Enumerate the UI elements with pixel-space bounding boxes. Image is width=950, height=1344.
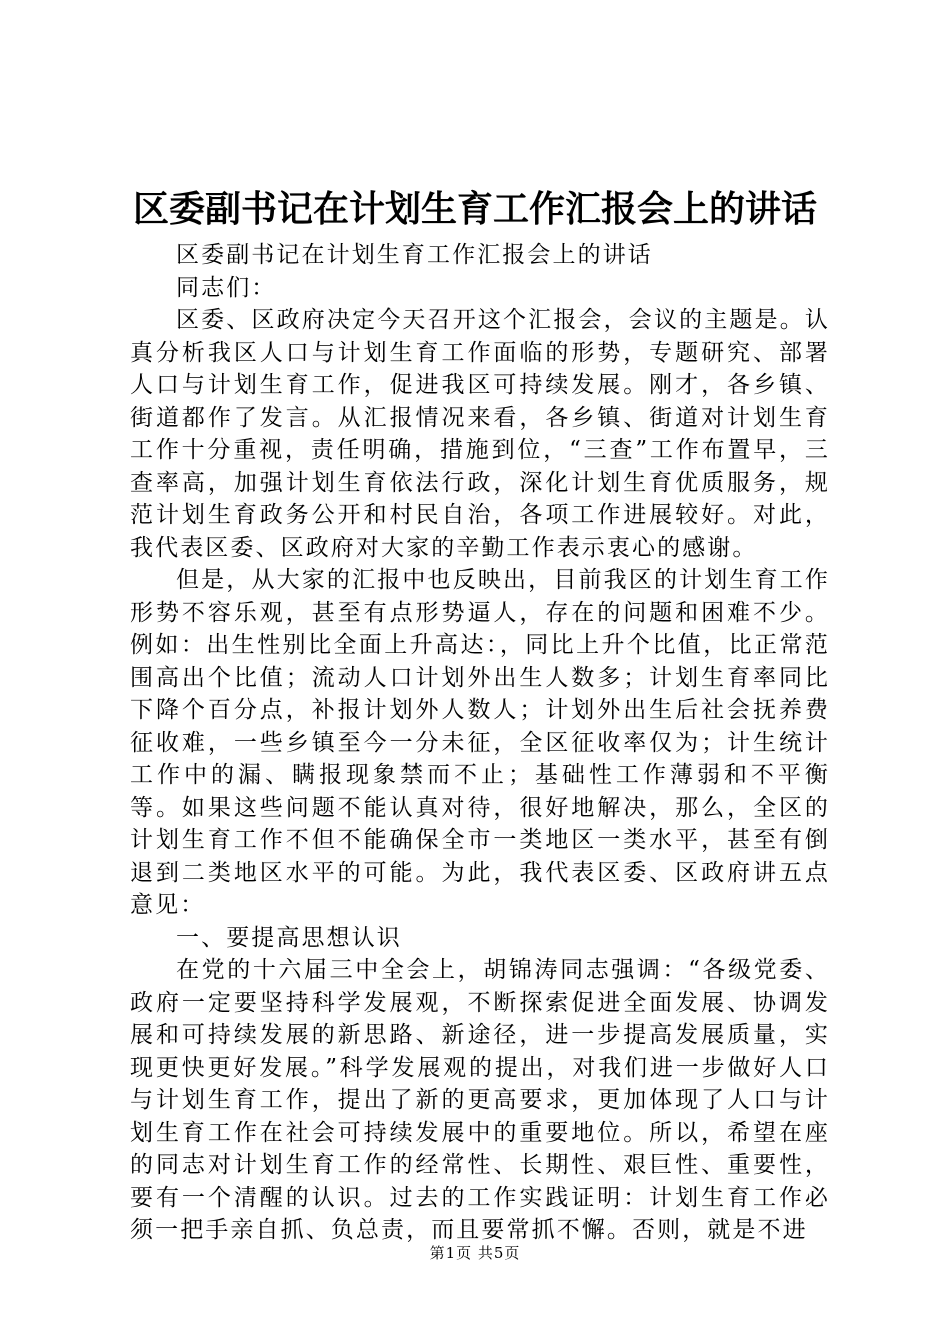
body-paragraph: 但是，从大家的汇报中也反映出，目前我区的计划生育工作形势不容乐观，甚至有点形势逼人，存在的问题和困难不少。例如：出生性别比全面上升高达：，同比上升个比值，比正常范围高出个比值；流动人口计划外出生人数多；计划生育率同比下降个百分点，补报计划外人数人；计划外出生后社会抚养费征收难，一些乡镇至今一分未征，全区征收率仅为；计生统计工作中的漏、瞒报现象禁而不止；基础性工作薄弱和不平衡等。如果这些问题不能认真对待，很好地解决，那么，全区的计划生育工作不但不能确保全市一类地区一类水平，甚至有倒退到二类地区水平的可能。为此，我代表区委、区政府讲五点意见：: [130, 567, 830, 918]
section-heading: 一、要提高思想认识: [176, 924, 402, 951]
body-paragraph: 区委、区政府决定今天召开这个汇报会，会议的主题是。认真分析我区人口与计划生育工作面临的形势，专题研究、部署人口与计划生育工作，促进我区可持续发展。刚才，各乡镇、街道都作了发言。从汇报情况来看，各乡镇、街道对计划生育工作十分重视，责任明确，措施到位，“三查”工作布置早，三查率高，加强计划生育依法行政，深化计划生育优质服务，规范计划生育政务公开和村民自治，各项工作进展较好。对此，我代表区委、区政府对大家的辛勤工作表示衷心的感谢。: [130, 307, 830, 561]
document-body: [130, 239, 830, 1247]
body-paragraph: 在党的十六届三中全会上，胡锦涛同志强调：“各级党委、政府一定要坚持科学发展观，不断探索促进全面发展、协调发展和可持续发展的新思路、新途径，进一步提高发展质量，实现更快更好发展。”科学发展观的提出，对我们进一步做好人口与计划生育工作，提出了新的更高要求，更加体现了人口与计划生育工作在社会可持续发展中的重要地位。所以，希望在座的同志对计划生育工作的经常性、长期性、艰巨性、重要性，要有一个清醒的认识。过去的工作实践证明：计划生育工作必须一把手亲自抓、负总责，而且要常抓不懈。否则，就是不进: [130, 957, 830, 1243]
page-number-footer: 第1页 共5页: [429, 1244, 521, 1262]
document-title: 区委副书记在计划生育工作汇报会上的讲话: [132, 188, 817, 230]
salutation-paragraph: 同志们：: [176, 274, 277, 301]
subtitle-paragraph: 区委副书记在计划生育工作汇报会上的讲话: [176, 242, 653, 268]
